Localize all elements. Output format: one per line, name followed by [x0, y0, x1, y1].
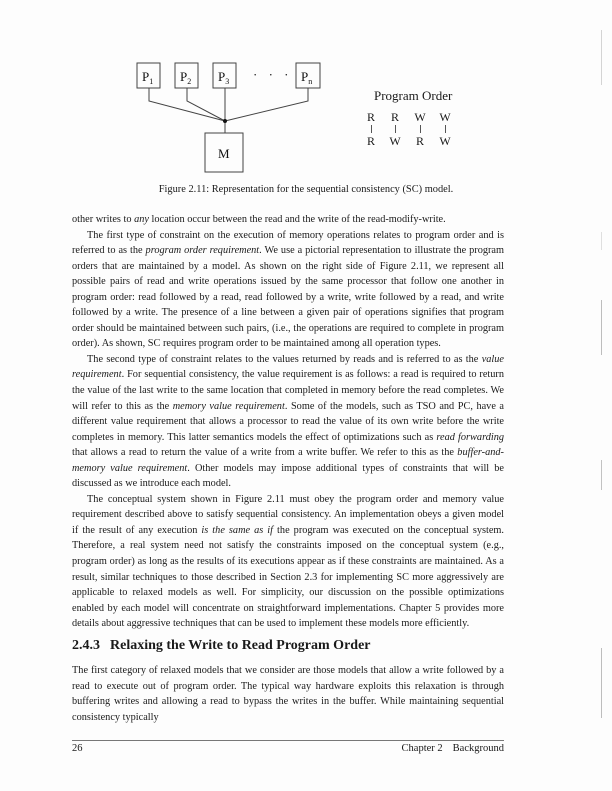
paragraph-0: other writes to any location occur between the read and the write of the read-modify-write.: [72, 214, 446, 225]
pair-rw: R W: [389, 110, 401, 148]
section-title: Relaxing the Write to Read Program Order: [110, 638, 371, 653]
ellipsis: · · ·: [253, 67, 293, 82]
p3-label: $P_3$: [218, 69, 230, 86]
footer-chapter-title: Background: [452, 743, 504, 754]
p2-label: $P_2$: [180, 69, 192, 86]
scan-artifact: [601, 300, 602, 355]
footer-rule: [72, 740, 504, 741]
junction-dot: [223, 119, 227, 123]
paragraph-2: The second type of constraint relates to the values returned by reads and is referred to as the value requirement. For sequential consistency, the value requirement is as follows: a read is required to return the value of the last write to the same location that completed in memory before the read completes. We will refer to this as the memory value requirement. Some of the models, such as TSO and PC, have a different value requirement that allows a processor to read the value of its own write before the write completes in memory. This latter semantics models the effect of optimizations such as read forwarding that allows a read to return the value of a write from a write buffer. We refer to this as the buffer-and-memory value requirement. Other models may impose additional types of constraints that will be discussed as we introduce each model.: [72, 353, 505, 490]
pair-ww: W W: [439, 110, 451, 148]
pn-label: $P_n$: [301, 69, 313, 86]
program-order-title: Program Order: [374, 88, 453, 103]
footer-chapter: Chapter 2: [401, 743, 443, 754]
scan-artifact: [601, 232, 602, 250]
memory-label: M: [218, 146, 230, 161]
scan-artifact: [601, 648, 602, 718]
pair-rr: R R: [366, 110, 375, 148]
p1-label: $P_1$: [142, 69, 154, 86]
running-footer: [402, 743, 504, 754]
section-number: 2.4.3: [72, 638, 100, 653]
page-number: 26: [72, 743, 83, 754]
scan-artifact: [601, 460, 602, 490]
figure-sc-model: [0, 0, 612, 200]
pair-wr: W R: [414, 110, 426, 148]
scan-artifact: [601, 30, 602, 85]
section-heading: [72, 638, 371, 654]
sc-model-diagram: [0, 0, 612, 200]
figure-caption: Figure 2.11: Representation for the sequential consistency (SC) model.: [158, 184, 454, 195]
section-body: [72, 663, 504, 725]
section-paragraph: The first category of relaxed models that we consider are those models that allow a write followed by a read to execute out of program order. The typical way hardware exploits this relaxation is through buffering writes and allowing a read to bypass the writes in the buffer. While maintaining sequential consistency typically: [72, 665, 504, 723]
paragraph-3: The conceptual system shown in Figure 2.11 must obey the program order and memory value requirement described above to satisfy sequential consistency. An implementation obeys a given model if the result of any execution is the same as if the program was executed on the conceptual system. Therefore, a real system need not satisfy the constraints imposed on the conceptual system (e.g., program order) as long as the results of its executions appear as if these constraints are maintained. As a result, similar techniques to those described in Section 2.3 for implementing SC more aggressively are applicable to relaxed models as well. For simplicity, our discussion on the possible optimizations enabled by each model will concentrate on straightforward implementations. Chapter 5 provides more details about aggressive techniques that can be used to implement these models more efficiently.: [72, 493, 504, 630]
paragraph-1: The first type of constraint on the execution of memory operations relates to program order and is referred to as the program order requirement. We use a pictorial representation to illustrate the program orders that are maintained by a model. As shown on the right side of Figure 2.11, we represent all possible pairs of read and write operations issued by the same processor that follow one another in program order: read followed by a read, read followed by a write, write followed by a read, and write followed by a write. The presence of a line between a given pair of operations signifies that program order should be maintained between such pairs, (i.e., the operations are required to complete in program order). As shown, SC requires program order to be maintained among all operation types.: [72, 229, 504, 350]
body-text: [72, 212, 504, 632]
